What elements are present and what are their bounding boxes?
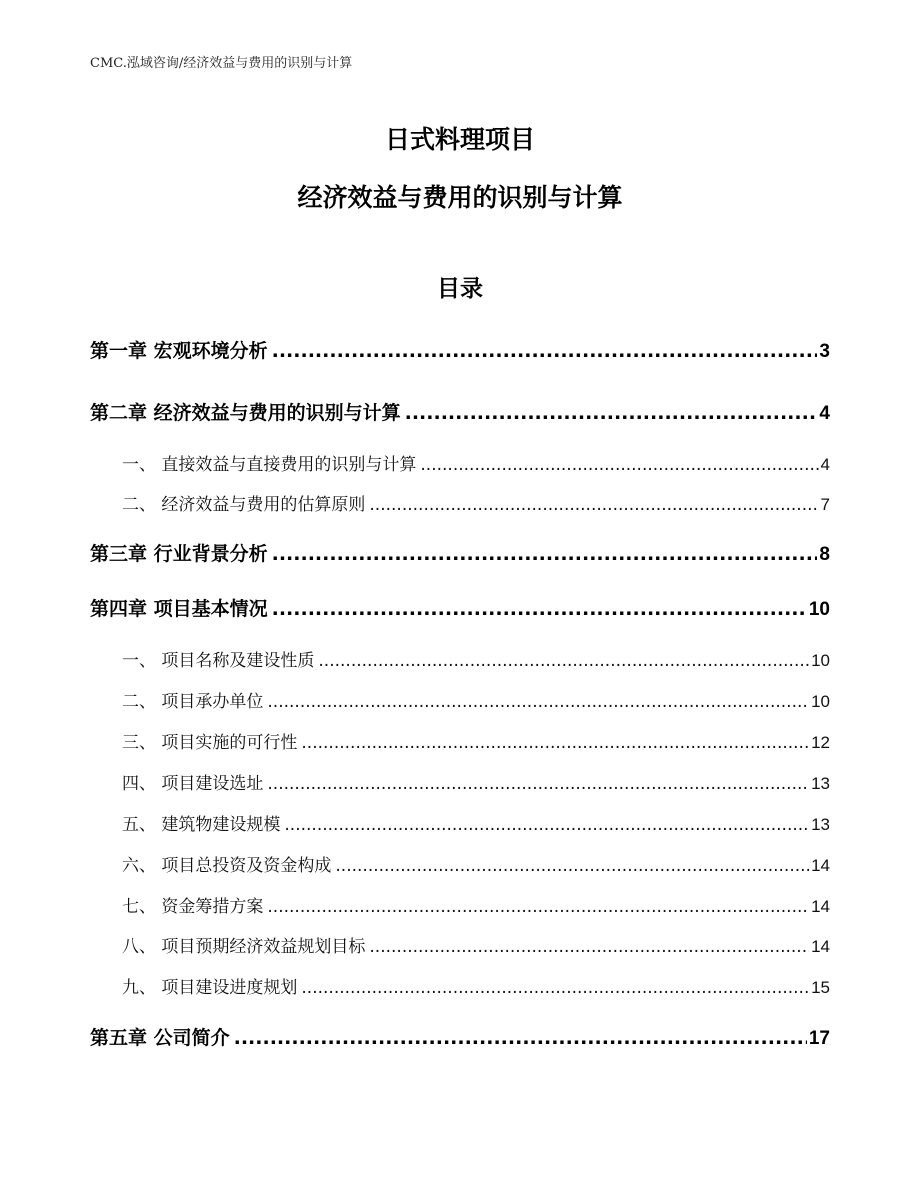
toc-dot-leader: [267, 774, 809, 794]
toc-entry[interactable]: [90, 336, 830, 363]
toc-dot-leader: [301, 733, 809, 753]
toc-entry-page: 15: [811, 978, 830, 997]
toc-entry-label: 第二章 经济效益与费用的识别与计算: [90, 402, 401, 424]
toc-entry[interactable]: [90, 594, 830, 621]
toc-dot-leader: [369, 495, 818, 515]
toc-entry-page: 4: [820, 455, 830, 474]
toc-dot-leader: [284, 815, 809, 835]
toc-entry[interactable]: [90, 728, 830, 753]
toc-entry-page: 10: [808, 599, 830, 620]
toc-dot-leader: [318, 651, 809, 671]
toc-entry-page: 4: [819, 403, 830, 424]
document-subtitle: 经济效益与费用的识别与计算: [297, 183, 623, 212]
toc-heading: 目录: [437, 276, 483, 302]
toc-entry-label: 第一章 宏观环境分析: [90, 340, 268, 362]
toc-dot-leader: [272, 598, 807, 620]
toc-entry[interactable]: [90, 450, 830, 475]
toc-entry-page: 17: [808, 1028, 830, 1049]
toc-entry-page: 13: [811, 815, 830, 834]
document-title: 日式料理项目: [384, 125, 535, 154]
toc-entry-page: 7: [820, 495, 830, 514]
toc-entry-label: 第四章 项目基本情况: [90, 598, 268, 620]
toc-entry[interactable]: [90, 490, 830, 515]
toc-entry-label: 五、 建筑物建设规模: [122, 815, 281, 835]
toc-entry[interactable]: [90, 932, 830, 957]
toc-entry[interactable]: [90, 687, 830, 712]
toc-entry[interactable]: [90, 810, 830, 835]
toc-dot-leader: [420, 455, 818, 475]
toc-entry[interactable]: [90, 646, 830, 671]
toc-dot-leader: [405, 402, 818, 424]
toc-entry[interactable]: [90, 539, 830, 566]
toc-entry[interactable]: [90, 1023, 830, 1050]
toc-entry-label: 一、 直接效益与直接费用的识别与计算: [122, 455, 417, 475]
toc-entry-page: 12: [811, 733, 830, 752]
toc-entry[interactable]: [90, 851, 830, 876]
toc-entry-label: 四、 项目建设选址: [122, 774, 264, 794]
toc-entry-label: 六、 项目总投资及资金构成: [122, 856, 332, 876]
toc-entry[interactable]: [90, 398, 830, 425]
toc-entry-page: 8: [819, 544, 830, 565]
toc-entry-page: 10: [811, 692, 830, 711]
toc-entry-label: 二、 项目承办单位: [122, 692, 264, 712]
toc-entry-page: 10: [811, 651, 830, 670]
toc-dot-leader: [234, 1027, 807, 1049]
toc-entry-label: 第三章 行业背景分析: [90, 543, 268, 565]
toc-entry-page: 3: [819, 341, 830, 362]
toc-entry-label: 二、 经济效益与费用的估算原则: [122, 495, 366, 515]
toc-entry[interactable]: [90, 892, 830, 917]
toc-dot-leader: [272, 543, 818, 565]
toc-dot-leader: [272, 340, 818, 362]
toc-dot-leader: [369, 937, 809, 957]
toc-entry-label: 一、 项目名称及建设性质: [122, 651, 315, 671]
toc-entry-page: 14: [811, 856, 830, 875]
toc-dot-leader: [335, 856, 809, 876]
toc-entry[interactable]: [90, 973, 830, 998]
toc-entry-page: 14: [811, 937, 830, 956]
toc-entry-page: 13: [811, 774, 830, 793]
toc-dot-leader: [301, 978, 809, 998]
toc-entry-page: 14: [811, 897, 830, 916]
toc-entry-label: 八、 项目预期经济效益规划目标: [122, 937, 366, 957]
toc-entry-label: 三、 项目实施的可行性: [122, 733, 298, 753]
toc-dot-leader: [267, 897, 809, 917]
toc-entry-label: 第五章 公司简介: [90, 1027, 230, 1049]
running-header: CMC.泓域咨询/经济效益与费用的识别与计算: [90, 56, 353, 71]
toc-entry-label: 九、 项目建设进度规划: [122, 978, 298, 998]
toc-dot-leader: [267, 692, 809, 712]
toc-entry-label: 七、 资金筹措方案: [122, 897, 264, 917]
toc-entry[interactable]: [90, 769, 830, 794]
